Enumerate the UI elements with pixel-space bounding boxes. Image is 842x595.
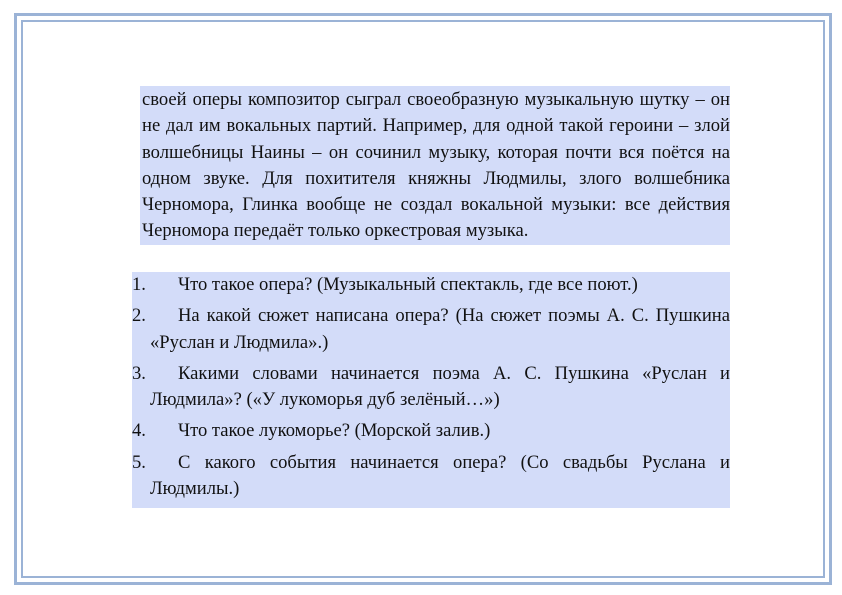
question-item — [132, 450, 730, 503]
question-text: Какими словами начинается поэма А. С. Пушкина «Руслан и Людмила»? («У лукоморья дуб зелёный…») — [150, 362, 730, 411]
question-item — [132, 303, 730, 356]
question-number: 3. — [132, 362, 146, 384]
question-number: 2. — [132, 305, 146, 327]
text-paragraph: своей оперы композитор сыграл своеобразную музыкальную шутку – он не дал им вокальных партий. Например, для одной такой героини – злой волшебницы Наины – он сочинил музыку, которая почти вся поётся на одном звуке. Для похитителя княжны Людмилы, злого волшебника Черномора, Глинка вообще не создал вокальной музыки: все действия Черномора передаёт только оркестровая музыка. — [140, 86, 730, 245]
question-list — [132, 272, 730, 508]
question-text: На какой сюжет написана опера? (На сюжет поэмы А. С. Пушкина «Руслан и Людмила».) — [150, 305, 730, 353]
question-number: 5. — [132, 451, 146, 473]
question-text: С какого события начинается опера? (Со свадьбы Руслана и Людмилы.) — [150, 451, 730, 500]
question-text: Что такое лукоморье? (Морской залив.) — [178, 420, 491, 442]
question-number: 4. — [132, 420, 146, 442]
question-item — [132, 272, 730, 298]
question-number: 1. — [132, 274, 146, 295]
question-text: Что такое опера? (Музыкальный спектакль, где все поют.) — [178, 274, 638, 295]
question-item — [132, 361, 730, 414]
question-item — [132, 418, 730, 444]
